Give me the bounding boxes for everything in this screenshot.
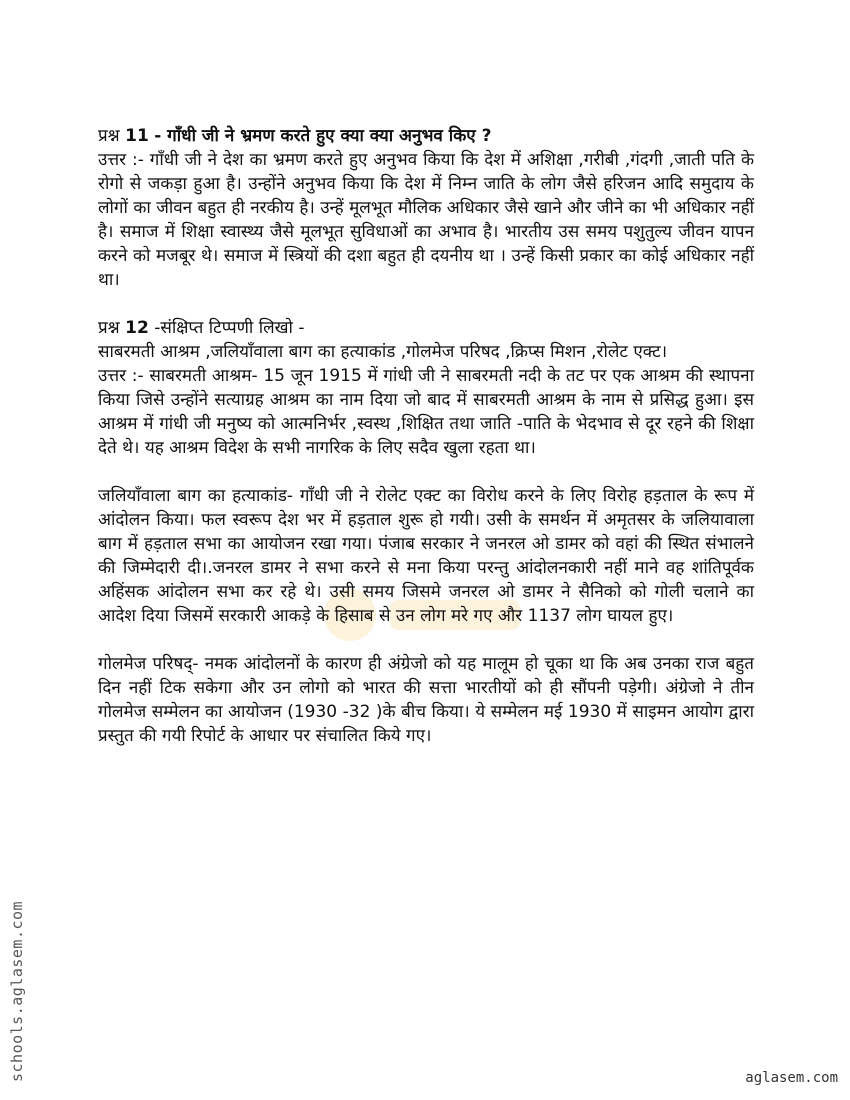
answer-sabarmati-ashram: उत्तर :- साबरमती आश्रम- 15 जून 1915 में गांधी जी ने साबरमती नदी के तट पर एक आश्रम की स्थापना किया जिसे उन्होंने सत्याग्रह आश्रम का नाम दिया जो बाद में साबरमती आश्रम के नाम से प्रसिद्ध हुआ। इस आश्रम में गांधी जी मनुष्य को आत्मनिर्भर ,स्वस्थ ,शिक्षित तथा जाति -पाति के भेदभाव से दूर रहने की शिक्षा देते थे। यह आश्रम विदेश के सभी नागरिक के लिए सदैव खुला रहता था। — [98, 366, 754, 458]
question-12-number: 12 — [125, 318, 149, 338]
question-11-title: - गाँधी जी ने भ्रमण करते हुए क्या क्या अनुभव किए ? — [154, 126, 492, 146]
footer-brand-text: aglasem.com — [745, 1070, 838, 1086]
question-12-topics: साबरमती आश्रम ,जलियाँवाला बाग का हत्याकांड ,गोलमेज परिषद ,क्रिप्स मिशन ,रोलेट एक्ट। — [98, 342, 668, 362]
golmej-section — [98, 652, 754, 748]
question-11-answer: उत्तर :- गाँधी जी ने देश का भ्रमण करते हुए अनुभव किया कि देश में अशिक्षा ,गरीबी ,गंदगी ,जाती पति के रोगो से जकड़ा हुआ है। उन्होंने अनुभव किया कि देश में निम्न जाति के लोग जैसे हरिजन आदि समुदाय के लोगों का जीवन बहुत ही नरकीय है। उन्हें मूलभूत मौलिक अधिकार जैसे खाने और जीने का भी अधिकार नहीं है। समाज में शिक्षा स्वास्थ्य जैसे मूलभूत सुविधाओं का अभाव है। भारतीय उस समय पशुतुल्य जीवन यापन करने को मजबूर थे। समाज में स्त्रियों की दशा बहुत ही दयनीय था । उन्हें किसी प्रकार का कोई अधिकार नहीं था। — [98, 150, 754, 290]
question-11-heading — [98, 124, 754, 148]
question-12-label: प्रश्न — [98, 318, 120, 338]
question-11-section — [98, 124, 754, 292]
answer-jallianwala-bagh: जलियाँवाला बाग का हत्याकांड- गाँधी जी ने रोलेट एक्ट का विरोध करने के लिए विरोह हड़ताल के रूप में आंदोलन किया। फल स्वरूप देश भर में हड़ताल शुरू हो गयी। उसी के समर्थन में अमृतसर के जलियावाला बाग में हड़ताल सभा का आयोजन रखा गया। पंजाब सरकार ने जनरल ओ डामर को वहां की स्थित संभालने की जिम्मेदारी दी।.जनरल डामर ने सभा करने से मना किया परन्तु आंदोलनकारी नहीं माने वह शांतिपूर्वक अहिंसक आंदोलन सभा कर रहे थे। उसी समय जिसमे जनरल ओ डामर ने सैनिको को गोली चलाने का आदेश दिया जिसमें सरकारी आकड़े के हिसाब से उन लोग मरे गए और 1137 लोग घायल हुए। — [98, 486, 754, 626]
question-11-label: प्रश्न — [98, 126, 120, 146]
question-12-title: -संक्षिप्त टिप्पणी लिखो - — [154, 318, 305, 338]
document-body — [98, 124, 754, 772]
answer-round-table-conference: गोलमेज परिषद्- नमक आंदोलनों के कारण ही अंग्रेजो को यह मालूम हो चूका था कि अब उनका राज बहुत दिन नहीं टिक सकेगा और उन लोगो को भारत की सत्ता भारतीयों को ही सौंपनी पड़ेगी। अंग्रेजो ने तीन गोलमेज सम्मेलन का आयोजन (1930 -32 )के बीच किया। ये सम्मेलन मई 1930 में साइमन आयोग द्वारा प्रस्तुत की गयी रिपोर्ट के आधार पर संचालित किये गए। — [98, 654, 754, 746]
side-watermark-text: schools.aglasem.com — [8, 900, 26, 1082]
question-12-section — [98, 316, 754, 460]
jallianwala-section — [98, 484, 754, 628]
question-12-heading — [98, 316, 754, 340]
question-11-number: 11 — [125, 126, 149, 146]
